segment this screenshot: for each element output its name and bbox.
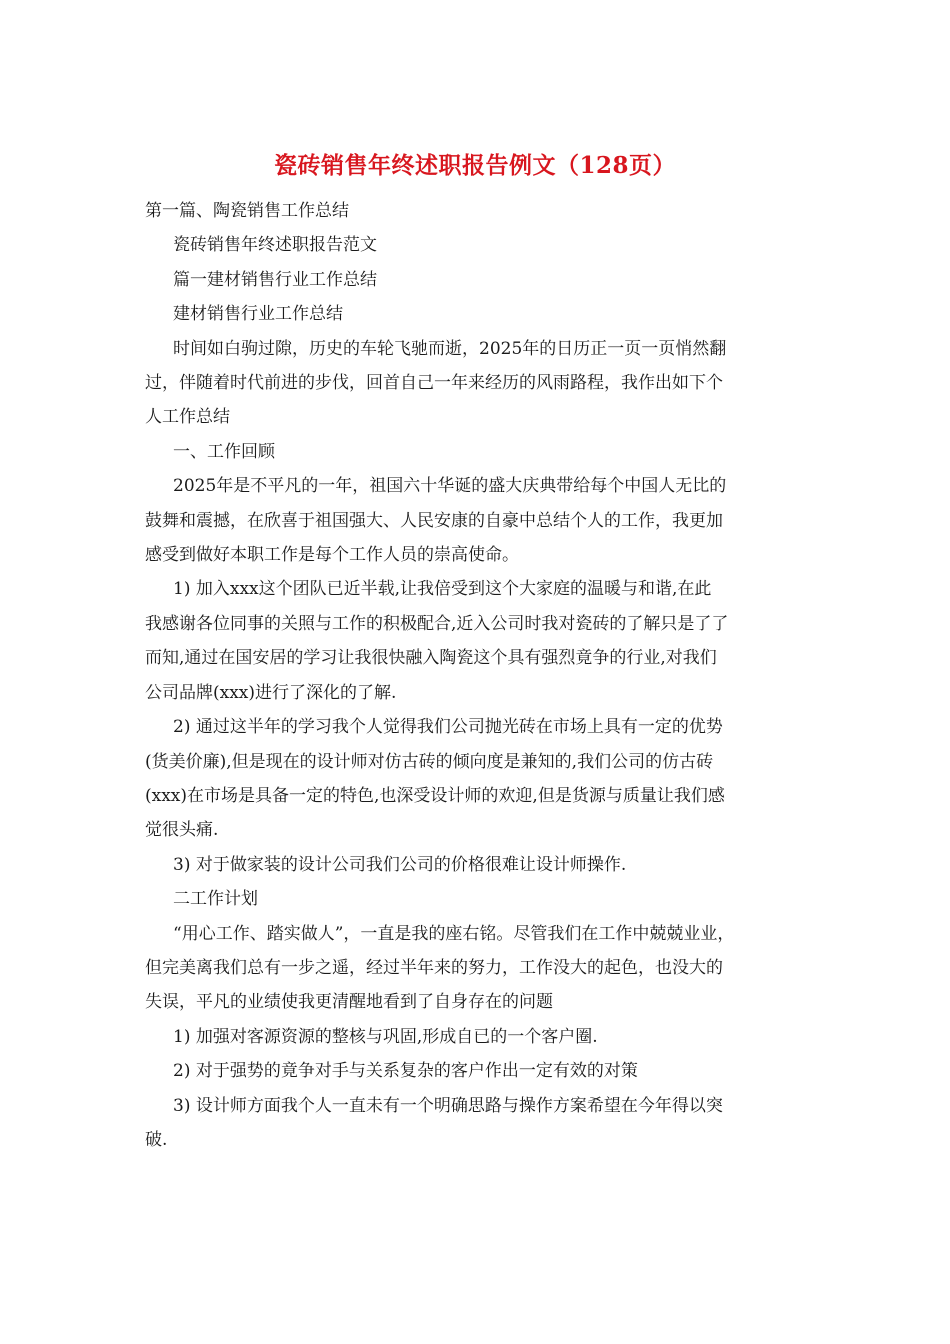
subheading: 二工作计划: [173, 889, 258, 910]
paragraph-line: (货美价廉),但是现在的设计师对仿古砖的倾向度是兼知的,我们公司的仿古砖: [145, 751, 714, 772]
list-item-line: 1) 加强对客源资源的整核与巩固,形成自已的一个客户圈.: [173, 1026, 598, 1047]
paragraph-line: 破.: [145, 1129, 168, 1150]
document-body: [145, 194, 821, 1157]
paragraph-line: 感受到做好本职工作是每个工作人员的崇高使命。: [145, 545, 519, 566]
paragraph-line: 但完美离我们总有一步之遥，经过半年来的努力，工作没大的起色，也没大的: [145, 957, 723, 978]
paragraph-line: 时间如白驹过隙，历史的车轮飞驰而逝，2025年的日历正一页一页悄然翻: [173, 338, 727, 359]
subheading: 瓷砖销售年终述职报告范文: [173, 235, 377, 256]
paragraph-line: 鼓舞和震撼，在欣喜于祖国强大、人民安康的自豪中总结个人的工作，我更加: [145, 510, 723, 531]
list-item-line: 2) 通过这半年的学习我个人觉得我们公司抛光砖在市场上具有一定的优势: [173, 717, 723, 738]
subheading: 一、工作回顾: [173, 441, 275, 462]
paragraph-line: 过，伴随着时代前进的步伐，回首自己一年来经历的风雨路程，我作出如下个: [145, 373, 723, 394]
paragraph-line: 觉很头痛.: [145, 820, 219, 841]
section-heading: 第一篇、陶瓷销售工作总结: [145, 201, 349, 221]
document-title: 瓷砖销售年终述职报告例文（128页）: [273, 152, 676, 179]
list-item-line: 3) 对于做家装的设计公司我们公司的价格很难让设计师操作.: [173, 854, 627, 875]
subheading: 建材销售行业工作总结: [173, 304, 343, 325]
paragraph-line: 而知,通过在国安居的学习让我很快融入陶瓷这个具有强烈竟争的行业,对我们: [145, 648, 717, 669]
paragraph-line: “用心工作、踏实做人”，一直是我的座右铭。尽管我们在工作中兢兢业业，: [173, 923, 735, 944]
list-item-line: 2) 对于强势的竟争对手与关系复杂的客户作出一定有效的对策: [173, 1061, 638, 1082]
paragraph-line: 失误，平凡的业绩使我更清醒地看到了自身存在的问题: [145, 992, 553, 1013]
list-item-line: 1) 加入xxx这个团队已近半载,让我倍受到这个大家庭的温暖与和谐,在此: [173, 579, 712, 600]
paragraph-line: 人工作总结: [145, 407, 230, 428]
paragraph-line: 我感谢各位同事的关照与工作的积极配合,近入公司时我对瓷砖的了解只是了了: [145, 613, 729, 634]
paragraph-line: 公司品牌(xxx)进行了深化的了解.: [145, 682, 397, 703]
paragraph-line: 2025年是不平凡的一年，祖国六十华诞的盛大庆典带给每个中国人无比的: [173, 476, 727, 497]
list-item-line: 3) 设计师方面我个人一直未有一个明确思路与操作方案希望在今年得以突: [173, 1095, 723, 1116]
subheading: 篇一建材销售行业工作总结: [173, 269, 377, 290]
paragraph-line: (xxx)在市场是具备一定的特色,也深受设计师的欢迎,但是货源与质量让我们感: [145, 785, 725, 806]
